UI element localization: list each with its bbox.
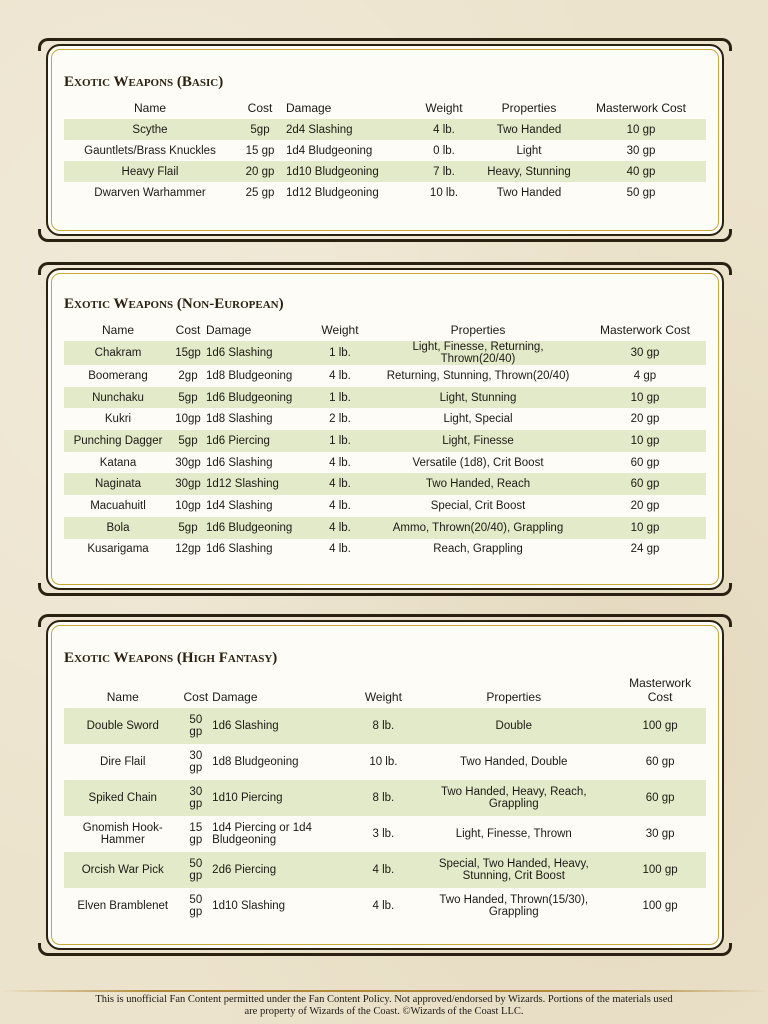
- cell-damage: 2d6 Piercing: [210, 852, 353, 888]
- cell-damage: 1d6 Slashing: [206, 543, 273, 556]
- cell-weight: 4 lb.: [353, 852, 413, 888]
- table-row: [64, 365, 706, 387]
- cell-name: Scythe: [64, 119, 236, 140]
- cell-masterwork-cost: 20 gp: [630, 413, 660, 426]
- cell-properties: Heavy, Stunning: [482, 161, 576, 182]
- cell-masterwork-cost: 100 gp: [614, 708, 706, 744]
- cell-cost: 30 gp: [181, 780, 210, 816]
- cell-name: Heavy Flail: [64, 161, 236, 182]
- high-fantasy-weapons-panel: [46, 620, 724, 950]
- table-row: [64, 452, 706, 474]
- cell-properties: Two Handed, Thrown(15/30), Grappling: [439, 894, 589, 918]
- cell-weight: 10 lb.: [369, 756, 398, 768]
- cell-damage: 1d6 Slashing: [206, 456, 273, 469]
- cell-damage: 1d10 Bludgeoning: [284, 161, 406, 182]
- cell-masterwork-cost: 10 gp: [576, 119, 706, 140]
- table-header-row: [64, 99, 706, 119]
- cell-weight: 3 lb.: [372, 828, 395, 840]
- cell-name: Gauntlets/Brass Knuckles: [84, 144, 216, 157]
- cell-name: Double Sword: [64, 708, 181, 744]
- table-row: [64, 341, 706, 365]
- cell-cost: 30 gp: [189, 750, 203, 774]
- cell-cost: 30gp: [175, 456, 201, 469]
- table-row: [64, 708, 706, 744]
- cell-cost: 15 gp: [245, 144, 275, 157]
- cell-weight: 1 lb.: [308, 387, 372, 409]
- cell-damage: 1d8 Bludgeoning: [206, 369, 293, 382]
- cell-damage: 1d6 Piercing: [204, 430, 308, 452]
- cell-properties: Light, Stunning: [372, 387, 584, 409]
- table-row: [64, 387, 706, 409]
- non-european-weapons-panel: [46, 268, 724, 590]
- header-weight: Weight: [321, 323, 359, 337]
- header-properties: Properties: [450, 323, 506, 337]
- header-name: Name: [133, 101, 166, 115]
- cell-cost: 20 gp: [236, 161, 284, 182]
- cell-masterwork-cost: 100 gp: [614, 852, 706, 888]
- cell-masterwork-cost: 50 gp: [626, 186, 656, 199]
- cell-weight: 1 lb.: [308, 430, 372, 452]
- cell-weight: 8 lb.: [353, 780, 413, 816]
- header-weight: Weight: [364, 690, 402, 704]
- cell-damage: 1d6 Slashing: [210, 708, 353, 744]
- cell-cost: 30gp: [172, 473, 204, 495]
- cell-masterwork-cost: 4 gp: [633, 369, 657, 382]
- cell-properties: Special, Crit Boost: [430, 499, 526, 512]
- header-masterwork-cost: Masterwork Cost: [629, 676, 692, 704]
- header-properties: Properties: [501, 101, 557, 115]
- table-row: [64, 852, 706, 888]
- cell-masterwork-cost: 10 gp: [584, 517, 706, 539]
- table-row: [64, 539, 706, 561]
- cell-damage: 1d10 Piercing: [210, 780, 353, 816]
- basic-weapons-panel: [46, 44, 724, 236]
- header-masterwork-cost: Masterwork Cost: [599, 323, 691, 337]
- cell-cost: 5gp: [172, 430, 204, 452]
- table-row: [64, 816, 706, 852]
- cell-cost: 50 gp: [181, 852, 210, 888]
- header-name: Name: [101, 323, 134, 337]
- cell-properties: Light, Special: [443, 413, 513, 426]
- cell-damage: 2d4 Slashing: [284, 119, 406, 140]
- cell-damage: 1d6 Bludgeoning: [204, 517, 308, 539]
- table-row: [64, 495, 706, 517]
- cell-cost: 15gp: [172, 341, 204, 365]
- cell-weight: 2 lb.: [329, 413, 351, 426]
- cell-damage: 1d6 Slashing: [204, 341, 308, 365]
- cell-masterwork-cost: 24 gp: [630, 543, 660, 556]
- cell-weight: 0 lb.: [433, 144, 455, 157]
- table-header-row: [64, 320, 706, 341]
- cell-name: Kukri: [104, 413, 132, 426]
- table-row: [64, 888, 706, 924]
- header-weight: Weight: [425, 101, 463, 115]
- header-damage: Damage: [286, 101, 332, 115]
- cell-masterwork-cost: 30 gp: [626, 144, 656, 157]
- cell-weight: 1 lb.: [308, 341, 372, 365]
- cell-masterwork-cost: 30 gp: [645, 828, 675, 840]
- header-damage: Damage: [206, 323, 252, 337]
- cell-properties: Two Handed: [482, 119, 576, 140]
- cell-damage: 1d4 Slashing: [206, 499, 273, 512]
- cell-properties: Ammo, Thrown(20/40), Grappling: [372, 517, 584, 539]
- cell-name: Boomerang: [88, 369, 148, 382]
- cell-damage: 1d10 Slashing: [212, 900, 286, 912]
- table-header-row: [64, 674, 706, 708]
- cell-properties: Two Handed, Heavy, Reach, Grappling: [413, 780, 614, 816]
- table-row: [64, 517, 706, 539]
- cell-cost: 50 gp: [189, 894, 203, 918]
- cell-name: Spiked Chain: [64, 780, 181, 816]
- non-european-weapons-table: [64, 320, 706, 560]
- cell-cost: 2gp: [178, 369, 198, 382]
- cell-masterwork-cost: 10 gp: [584, 430, 706, 452]
- cell-name: Macuahuitl: [90, 499, 146, 512]
- table-title: Exotic Weapons (Basic): [64, 74, 224, 90]
- cell-properties: Two Handed, Double: [460, 756, 568, 768]
- header-properties: Properties: [486, 690, 542, 704]
- table-row: [64, 140, 706, 161]
- cell-name: Kusarigama: [87, 543, 149, 556]
- cell-properties: Light, Finesse, Thrown: [455, 828, 572, 840]
- cell-cost: 25 gp: [245, 186, 275, 199]
- table-row: [64, 119, 706, 140]
- cell-weight: 8 lb.: [353, 708, 413, 744]
- table-row: [64, 182, 706, 203]
- cell-weight: 4 lb.: [372, 900, 395, 912]
- header-damage: Damage: [212, 690, 258, 704]
- cell-properties: Versatile (1d8), Crit Boost: [412, 456, 544, 469]
- header-cost: Cost: [247, 101, 273, 115]
- table-row: [64, 161, 706, 182]
- cell-weight: 4 lb.: [308, 517, 372, 539]
- cell-properties: Two Handed: [496, 186, 562, 199]
- table-title: Exotic Weapons (High Fantasy): [64, 650, 278, 666]
- table-title: Exotic Weapons (Non-European): [64, 296, 284, 312]
- cell-weight: 4 lb.: [329, 369, 351, 382]
- cell-damage: 1d8 Slashing: [206, 413, 273, 426]
- cell-cost: 5gp: [172, 517, 204, 539]
- cell-properties: Light, Finesse: [372, 430, 584, 452]
- cell-masterwork-cost: 20 gp: [630, 499, 660, 512]
- cell-name: Bola: [64, 517, 172, 539]
- cell-masterwork-cost: 100 gp: [642, 900, 678, 912]
- header-masterwork-cost: Masterwork Cost: [595, 101, 687, 115]
- cell-cost: 10gp: [175, 499, 201, 512]
- cell-name: Dwarven Warhammer: [94, 186, 206, 199]
- cell-masterwork-cost: 60 gp: [645, 756, 675, 768]
- cell-name: Chakram: [64, 341, 172, 365]
- cell-properties: Two Handed, Reach: [372, 473, 584, 495]
- table-row: [64, 408, 706, 430]
- cell-cost: 15 gp: [189, 822, 203, 846]
- cell-damage: 1d4 Piercing or 1d4 Bludgeoning: [212, 822, 312, 846]
- cell-masterwork-cost: 60 gp: [630, 456, 660, 469]
- cell-damage: 1d8 Bludgeoning: [212, 756, 299, 768]
- cell-weight: 10 lb.: [429, 186, 459, 199]
- cell-cost: 5gp: [172, 387, 204, 409]
- header-cost: Cost: [183, 690, 209, 704]
- table-row: [64, 430, 706, 452]
- cell-weight: 4 lb.: [329, 499, 351, 512]
- cell-cost: 50 gp: [181, 708, 210, 744]
- cell-cost: 10gp: [175, 413, 201, 426]
- basic-weapons-table: [64, 99, 706, 203]
- table-row: [64, 744, 706, 780]
- cell-weight: 4 lb.: [329, 456, 351, 469]
- cell-cost: 12gp: [175, 543, 201, 556]
- cell-name: Dire Flail: [100, 756, 146, 768]
- cell-masterwork-cost: 60 gp: [584, 473, 706, 495]
- table-row: [64, 473, 706, 495]
- cell-properties: Double: [413, 708, 614, 744]
- cell-name: Punching Dagger: [64, 430, 172, 452]
- cell-name: Nunchaku: [64, 387, 172, 409]
- cell-name: Elven Bramblenet: [77, 900, 169, 912]
- cell-masterwork-cost: 10 gp: [584, 387, 706, 409]
- cell-damage: 1d12 Bludgeoning: [286, 186, 379, 199]
- cell-masterwork-cost: 60 gp: [614, 780, 706, 816]
- cell-masterwork-cost: 30 gp: [584, 341, 706, 365]
- cell-properties: Light: [516, 144, 542, 157]
- cell-properties: Reach, Grappling: [433, 543, 523, 556]
- cell-name: Katana: [99, 456, 137, 469]
- cell-properties: Special, Two Handed, Heavy, Stunning, Crit Boost: [413, 852, 614, 888]
- cell-weight: 4 lb.: [406, 119, 482, 140]
- table-row: [64, 780, 706, 816]
- high-fantasy-weapons-table: [64, 674, 706, 924]
- cell-damage: 1d6 Bludgeoning: [204, 387, 308, 409]
- cell-masterwork-cost: 40 gp: [576, 161, 706, 182]
- cell-weight: 4 lb.: [308, 473, 372, 495]
- legal-footer: [0, 994, 768, 1018]
- cell-name: Orcish War Pick: [64, 852, 181, 888]
- cell-cost: 5gp: [236, 119, 284, 140]
- cell-weight: 7 lb.: [406, 161, 482, 182]
- footer-line-1: This is unofficial Fan Content permitted under the Fan Content Policy. Not approved/endorsed by Wizards. Portions of the materials used: [95, 994, 673, 1005]
- cell-properties: Returning, Stunning, Thrown(20/40): [386, 369, 570, 382]
- cell-damage: 1d4 Bludgeoning: [286, 144, 373, 157]
- header-name: Name: [106, 690, 139, 704]
- footer-divider: [0, 990, 768, 992]
- cell-weight: 4 lb.: [329, 543, 351, 556]
- header-cost: Cost: [175, 323, 201, 337]
- cell-properties: Light, Finesse, Returning, Thrown(20/40): [372, 341, 584, 365]
- cell-name: Naginata: [64, 473, 172, 495]
- cell-damage: 1d12 Slashing: [204, 473, 308, 495]
- cell-name: Gnomish Hook-Hammer: [82, 822, 163, 846]
- footer-line-2: are property of Wizards of the Coast. ©Wizards of the Coast LLC.: [244, 1006, 524, 1017]
